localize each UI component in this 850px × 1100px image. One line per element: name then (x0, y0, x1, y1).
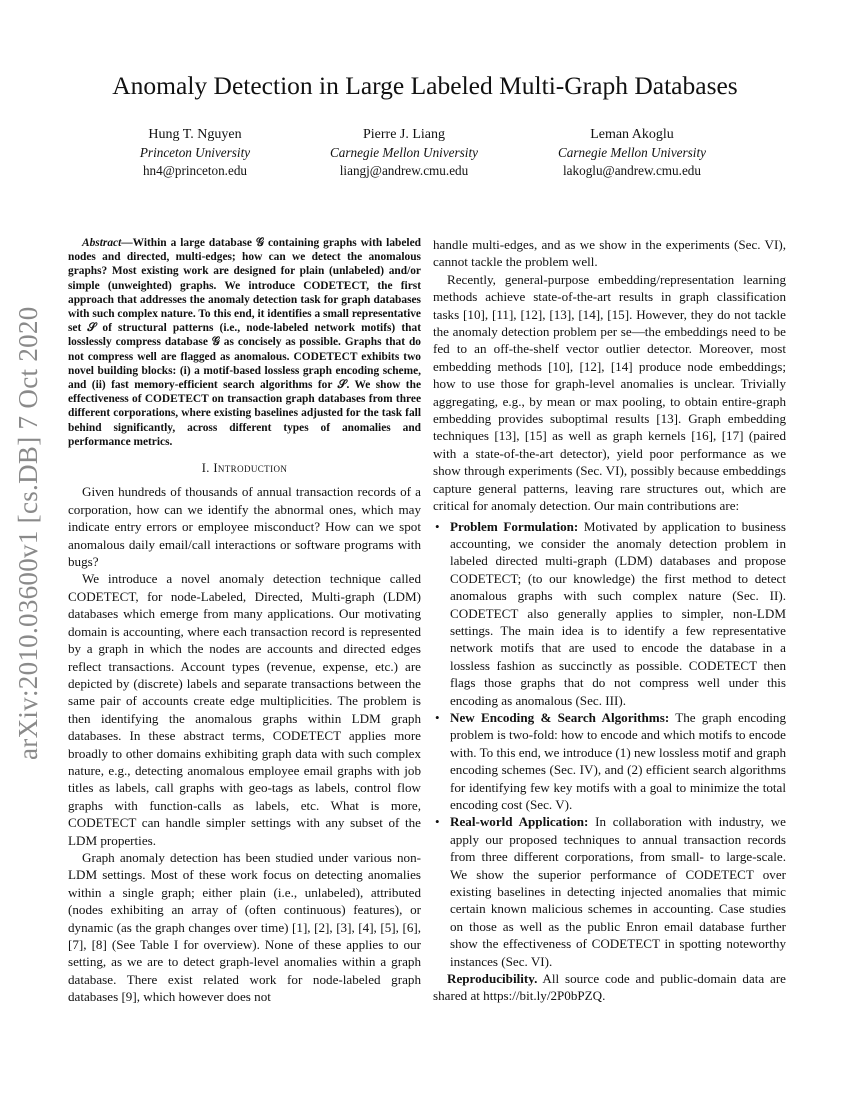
author-affiliation: Carnegie Mellon University (558, 145, 706, 160)
contribution-text: The graph encoding problem is two-fold: how to encode and which motifs to encode with. To this end, we introduce (1) new lossless motif and graph encoding schemes (Sec. IV), and (2) efficient search algorithms for identifying few key motifs with a goal to minimize the total encoding cost (Sec. V). (450, 709, 787, 812)
contributions-list (433, 518, 786, 971)
paragraph: Graph anomaly detection has been studied under various non-LDM settings. Most of these work focus on detecting anomalies within a single graph; either plain (i.e., unlabeled), attributed (nodes exhibiting an array of (often continuous) features), or dynamic (as the graph changes over time) [1], [2], [3], [4], [5], [6], [7], [8] (See Table I for overview). None of these applies to our setting, as we are to detect graph-level anomalies within a graph database. There exist related work for node-labeled graph databases [9], which however does not (68, 849, 421, 1005)
author-2 (304, 126, 504, 180)
abstract-text: —Within a large database 𝒢 containing graphs with labeled nodes and directed, multi-edges; how can we detect the anomalous graphs? Most existing work are designed for plain (unlabeled) and/or simple (unweighted) graphs. We introduce CODETECT, the first approach that addresses the anomaly detection task for graph databases with such complex nature. To this end, it identifies a small representative set 𝒮 of structural patterns (i.e., node-labeled network motifs) that losslessly compress database 𝒢 as concisely as possible. Graphs that do not compress well are flagged as anomalous. CODETECT exhibits two novel building blocks: (i) a motif-based lossless graph encoding scheme, and (ii) fast memory-efficient search algorithms for 𝒮. We show the effectiveness of CODETECT on transaction graph databases from three different corporations, where existing baselines adjusted for the task fall behind significantly, across different types of anomalies and performance metrics. (68, 237, 421, 448)
paragraph: Given hundreds of thousands of annual transaction records of a corporation, how can we identify the abnormal ones, which may indicate entry errors or employee misconduct? How can we spot anomalous daily email/call interactions or software programs with bugs? (68, 484, 421, 570)
paper-title: Anomaly Detection in Large Labeled Multi-Graph Databases (112, 71, 738, 100)
abstract-label: Abstract (82, 237, 122, 249)
list-item (433, 813, 786, 970)
paragraph: We introduce a novel anomaly detection technique called CODETECT, for node-Labeled, Directed, Multi-graph (LDM) databases which emerge from many applications. Our motivating domain is accounting, where each transaction record is represented by a graph in which the nodes are accounts and directed edges reflect transactions. Account types (revenue, expense, etc.) are depicted by (discrete) labels and separate transactions between the same pair of accounts create edge multiplicities. The problem is then identifying the anomalous graphs within LDM graph databases. In these abstract terms, CODETECT applies more broadly to other domains exhibiting graph data with such complex nature, e.g., detecting anomalous employee email graphs with job titles as labels, call graphs with geo-tags as labels, control flow graphs with function-calls as labels, etc. What is more, CODETECT can handle simpler settings with any subset of the LDM properties. (68, 571, 421, 848)
author-name: Pierre J. Liang (362, 127, 446, 142)
reproducibility-paragraph (433, 970, 786, 1005)
author-1 (95, 126, 295, 180)
contribution-label: Problem Formulation: (450, 518, 579, 534)
left-column (68, 236, 421, 1006)
author-name: Hung T. Nguyen (148, 127, 242, 142)
bullet-icon: • (435, 814, 440, 830)
list-item (433, 518, 786, 709)
abstract (68, 236, 421, 449)
arxiv-stamp: arXiv:2010.03600v1 [cs.DB] 7 Oct 2020 (13, 306, 43, 760)
bullet-icon: • (435, 709, 440, 725)
reproducibility-text: All source code and public-domain data are shared at https://bit.ly/2P0bPZQ. (433, 971, 786, 1004)
author-email: liangj@andrew.cmu.edu (339, 163, 469, 178)
list-item (433, 709, 786, 813)
section-heading-introduction: I. Introduction (201, 461, 288, 476)
author-3 (532, 126, 732, 180)
contribution-label: New Encoding & Search Algorithms: (450, 709, 670, 725)
contribution-label: Real-world Application: (450, 814, 589, 830)
paragraph: handle multi-edges, and as we show in the experiments (Sec. VI), cannot tackle the problem well. (433, 237, 786, 270)
author-affiliation: Princeton University (139, 145, 251, 160)
right-column (433, 236, 786, 1005)
contribution-text: Motivated by application to business accounting, we consider the anomaly detection problem in labeled directed multi-graph (LDM) databases and propose CODETECT; (to our knowledge) the first method to detect anomalous graphs with such complex nature (Sec. II). CODETECT also generally applies to simpler, non-LDM settings. The main idea is to identify a few representative network motifs that are used to encode the database in a lossless fashion as succinctly as possible. CODETECT then flags those graphs that do not compress well under this encoding as anomalous (Sec. III). (450, 518, 786, 708)
author-name: Leman Akoglu (590, 127, 674, 142)
author-affiliation: Carnegie Mellon University (330, 145, 478, 160)
bullet-icon: • (435, 518, 440, 534)
paragraph: Recently, general-purpose embedding/representation learning methods achieve state-of-the-art results in graph classification tasks [10], [11], [12], [13], [14], [15]. However, they do not tackle the anomaly detection problem per se—the embeddings need to be fed to an off-the-shelf vector outlier detector. Moreover, most embedding methods [10], [12], [14] produce node embeddings; how to use those for graph-level anomalies is unclear. Trivially aggregating, e.g., by mean or max pooling, to obtain entire-graph embedding provides suboptimal results [13]. Graph embedding techniques [13], [15] as well as graph kernels [16], [17] (paired with a state-of-the-art detector), yield poor performance as we show through experiments (Sec. VI), possibly because embeddings capture general patterns, leaving rare structures out, which are critical for anomaly detection. Our main contributions are: (433, 271, 786, 514)
reproducibility-label: Reproducibility. (447, 971, 538, 987)
contribution-text: In collaboration with industry, we apply our proposed techniques to annual transaction records from three different corporations, from small- to large-scale. We show the superior performance of CODETECT over existing baselines in detecting injected anomalies that mimic certain known malicious schemes in accounting. Case studies on those as well as the public Enron email database further show the effectiveness of CODETECT in spotting noteworthy instances (Sec. VI). (450, 814, 786, 969)
author-email: hn4@princeton.edu (142, 163, 248, 178)
author-email: lakoglu@andrew.cmu.edu (563, 163, 701, 178)
